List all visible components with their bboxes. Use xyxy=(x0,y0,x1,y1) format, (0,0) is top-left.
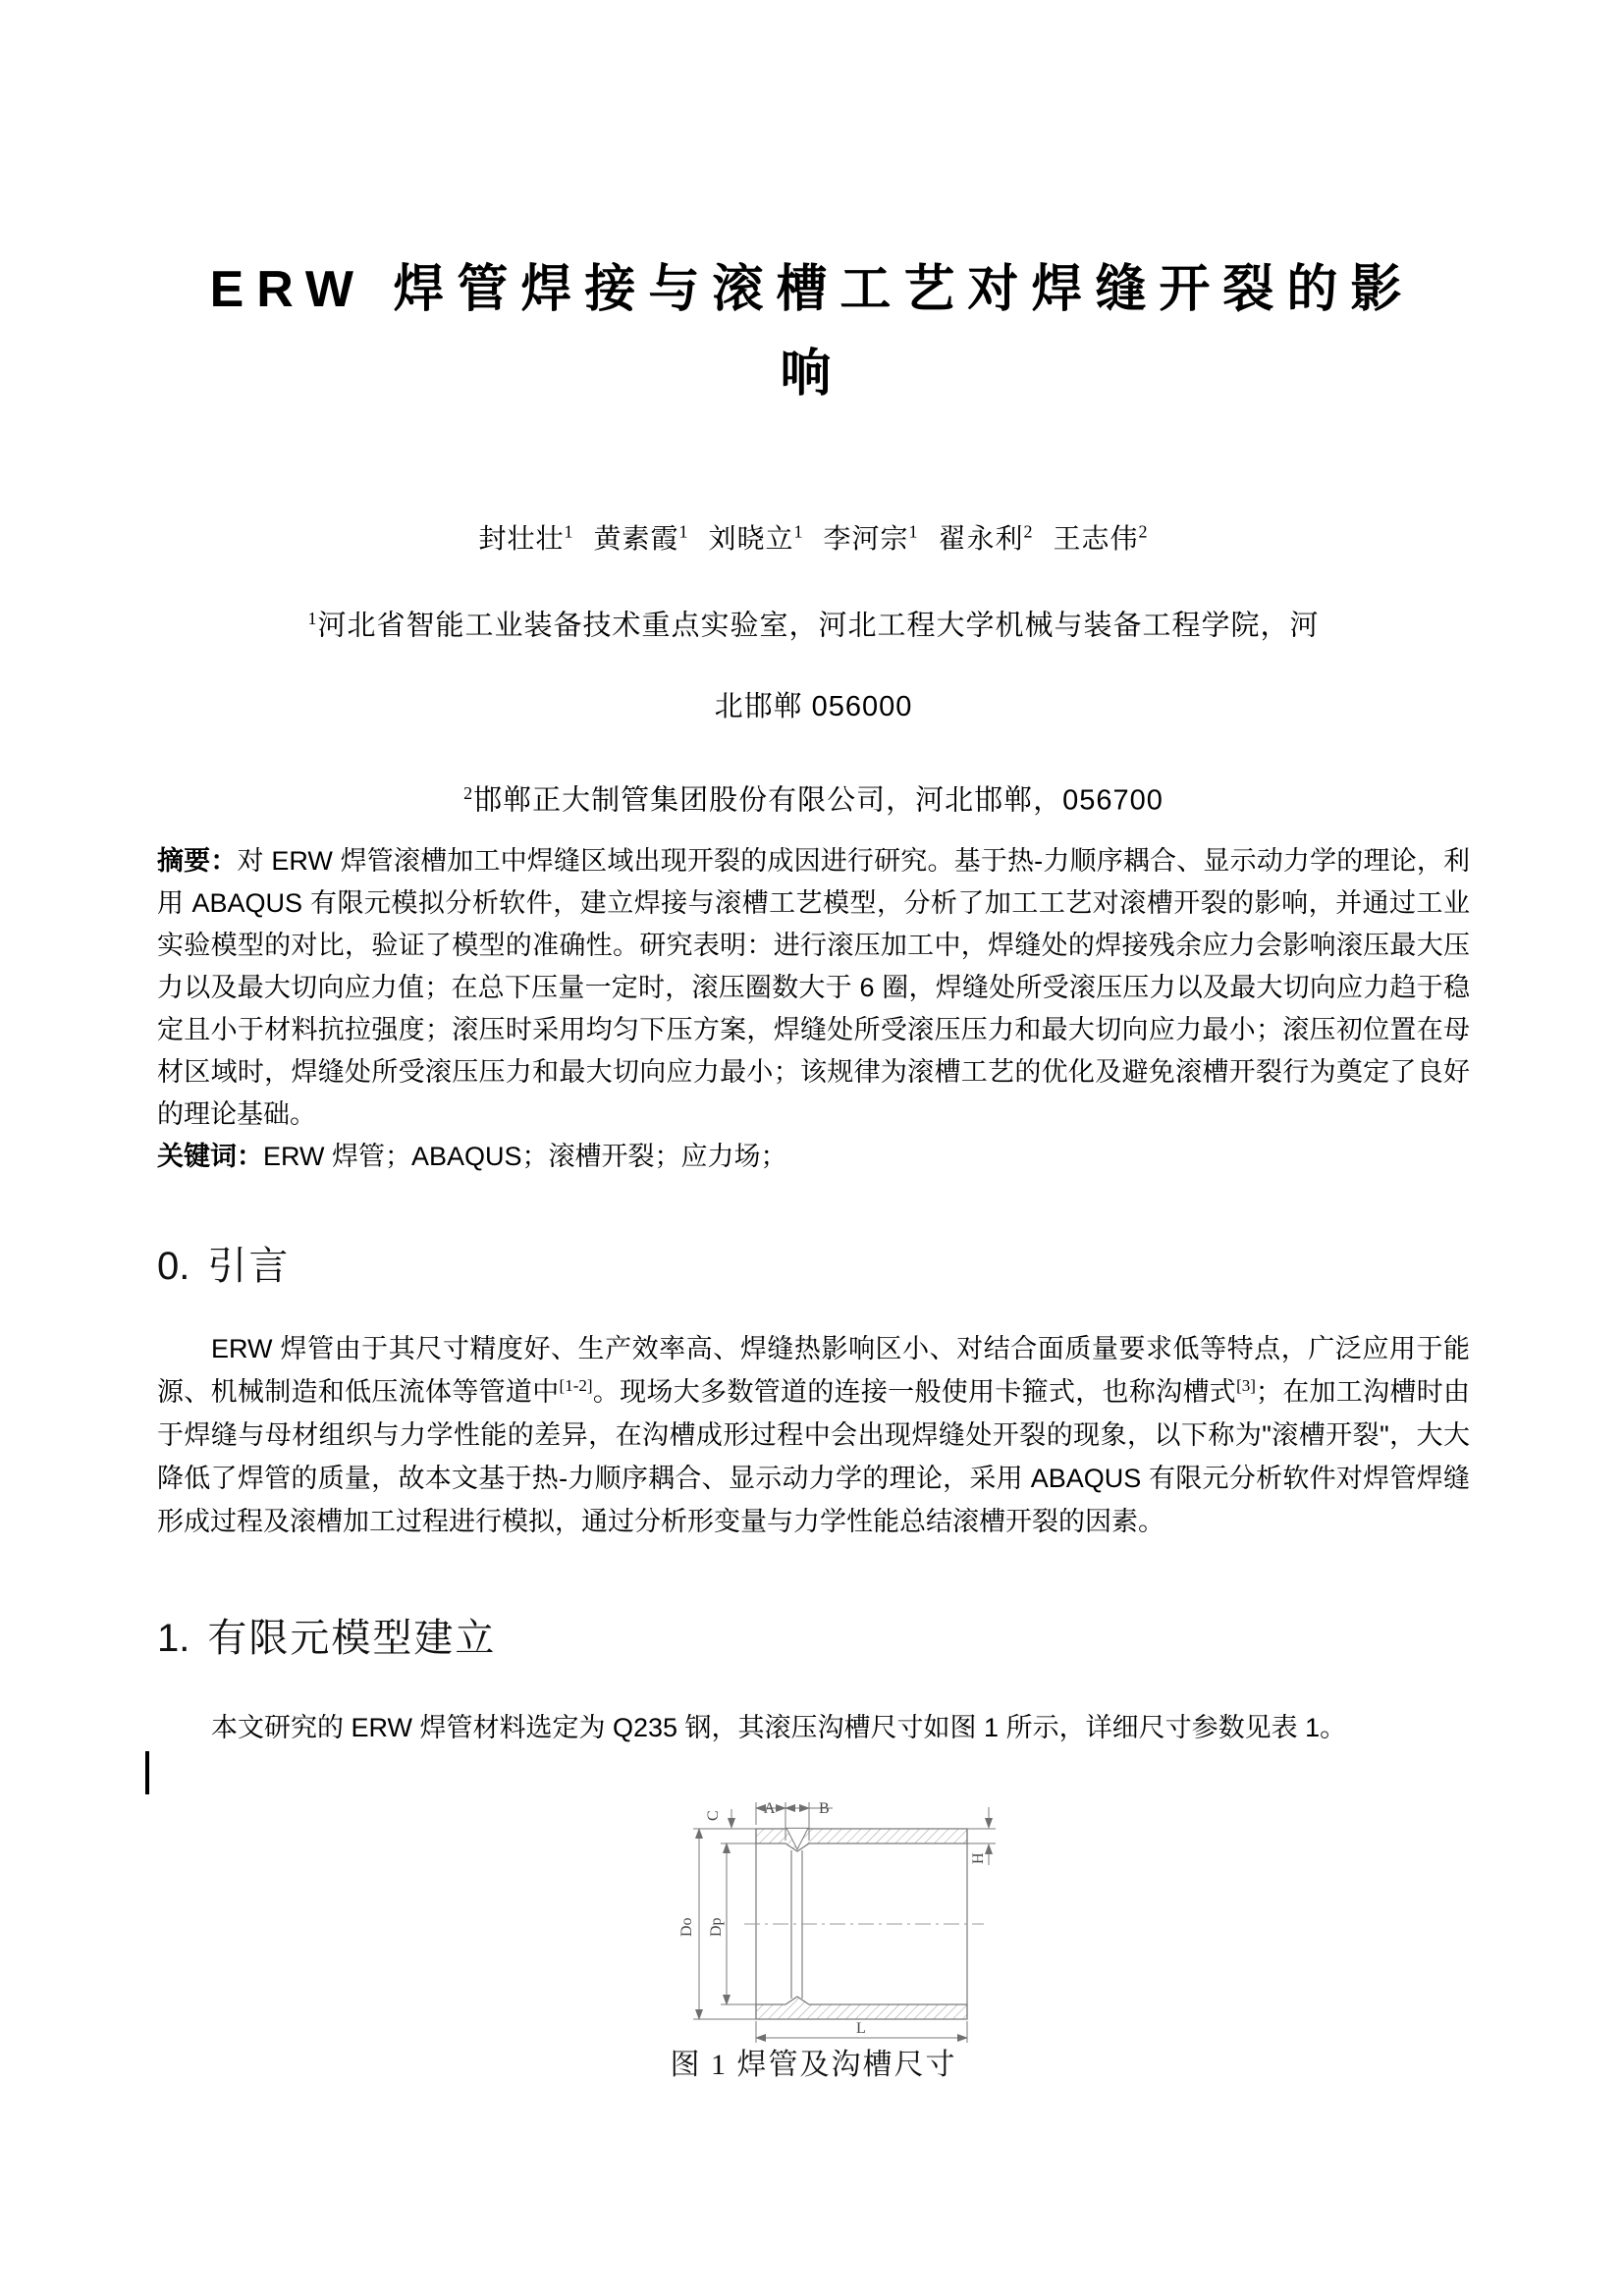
dim-label-l: L xyxy=(856,2020,866,2037)
pipe-bottom-wall xyxy=(756,1997,967,2019)
keywords-line xyxy=(157,1136,1470,1178)
affiliation-1-line2: 北邯郸 056000 xyxy=(714,691,913,722)
authors-line xyxy=(157,514,1470,557)
author-affiliation-mark: 2 xyxy=(1023,522,1034,542)
dim-label-c: C xyxy=(705,1810,722,1821)
intro-text-3: ；在加工沟槽时由于焊缝与母材组织与力学性能的差异，在沟槽成形过程中会出现焊缝处开裂的现象，以下称为"滚槽开裂"，大大降低了焊管的质量，故本文基于热-力顺序耦合、显示动力学的理论，采用 ABAQUS 有限元分析软件对焊管焊缝形成过程及滚槽加工过程进行模拟，通过分析形变量与力学性能总结滚槽开裂的因素。 xyxy=(157,1377,1471,1536)
section-title: 引言 xyxy=(207,1245,291,1288)
section-title: 有限元模型建立 xyxy=(207,1617,497,1660)
article-title-line1: ERW 焊管焊接与滚槽工艺对焊缝开裂的影 xyxy=(209,261,1415,318)
body-paragraph: 本文研究的 ERW 焊管材料选定为 Q235 钢，其滚压沟槽尺寸如图 1 所示，详细尺寸参数见表 1。 xyxy=(211,1713,1347,1742)
affiliation-2: $^2$邯郸正大制管集团股份有限公司，河北邯郸，056700 xyxy=(463,783,1164,817)
author-affiliation-mark: 1 xyxy=(564,522,574,542)
author: 刘晓立$^1$ xyxy=(708,522,804,555)
citation-ref-1: [1-2] xyxy=(559,1376,593,1395)
author: 李河宗$^1$ xyxy=(823,522,919,555)
abstract-label: 摘要： xyxy=(157,846,238,876)
pipe-groove-drawing xyxy=(589,1799,1011,2050)
author: 王志伟$^2$ xyxy=(1053,522,1149,555)
dim-label-do: Do xyxy=(678,1917,695,1937)
abstract-paragraph xyxy=(157,840,1470,1136)
author: 黄素霞$^1$ xyxy=(593,522,689,555)
affiliation-1-mark: 1 xyxy=(307,609,318,628)
article-title-line2: 响 xyxy=(780,346,844,402)
author: 翟永利$^2$ xyxy=(938,522,1034,555)
intro-paragraph xyxy=(157,1327,1470,1543)
affiliation-2-mark: 2 xyxy=(463,783,474,803)
affiliation-1-line1: $^1$河北省智能工业装备技术重点实验室，河北工程大学机械与装备工程学院，河 xyxy=(307,609,1320,642)
dim-label-a: A xyxy=(764,1800,776,1817)
section-number: 1. xyxy=(157,1617,190,1660)
dim-label-h: H xyxy=(970,1852,987,1864)
revision-change-bar xyxy=(145,1751,149,1794)
dim-label-dp: Dp xyxy=(708,1917,725,1937)
abstract-block xyxy=(157,840,1470,1178)
abstract-text: 对 ERW 焊管滚槽加工中焊缝区域出现开裂的成因进行研究。基于热-力顺序耦合、显示动力学的理论，利用 ABAQUS 有限元模拟分析软件，建立焊接与滚槽工艺模型，分析了加工工艺对滚槽开裂的影响，并通过工业实验模型的对比，验证了模型的准确性。研究表明：进行滚压加工中，焊缝处的焊接残余应力会影响滚压最大压力以及最大切向应力值；在总下压量一定时，滚压圈数大于 6 圈，焊缝处所受滚压压力以及最大切向应力趋于稳定且小于材料抗拉强度；滚压时采用均匀下压方案，焊缝处所受滚压压力和最大切向应力最小；滚压初位置在母材区域时，焊缝处所受滚压压力和最大切向应力最小；该规律为滚槽工艺的优化及避免滚槽开裂行为奠定了良好的理论基础。 xyxy=(157,846,1470,1129)
section-heading-0 xyxy=(157,1243,1470,1290)
author-affiliation-mark: 1 xyxy=(793,522,804,542)
author-affiliation-mark: 1 xyxy=(678,522,689,542)
citation-ref-2: [3] xyxy=(1236,1376,1256,1395)
section-heading-1 xyxy=(157,1615,1470,1662)
author-affiliation-mark: 1 xyxy=(908,522,919,542)
intro-text-1: ERW 焊管由于其尺寸精度好、生产效率高、焊缝热影响区小、对结合面质量要求低等特点，广泛应用于能源、机械制造和低压流体等管道中 xyxy=(157,1334,1470,1407)
author-affiliation-mark: 2 xyxy=(1138,522,1149,542)
pipe-top-wall xyxy=(756,1829,967,1851)
dim-label-b: B xyxy=(819,1800,830,1817)
figure-caption: 图 1 焊管及沟槽尺寸 xyxy=(670,2049,957,2081)
figure-drawing xyxy=(589,1799,1011,2050)
article-title xyxy=(118,247,1506,416)
intro-text-2: 。现场大多数管道的连接一般使用卡箍式，也称沟槽式 xyxy=(592,1377,1237,1407)
section-number: 0. xyxy=(157,1245,190,1288)
keywords-label: 关键词： xyxy=(157,1142,263,1171)
keywords-text: ERW 焊管；ABAQUS；滚槽开裂；应力场； xyxy=(263,1142,787,1171)
author: 封壮壮$^1$ xyxy=(478,522,574,555)
